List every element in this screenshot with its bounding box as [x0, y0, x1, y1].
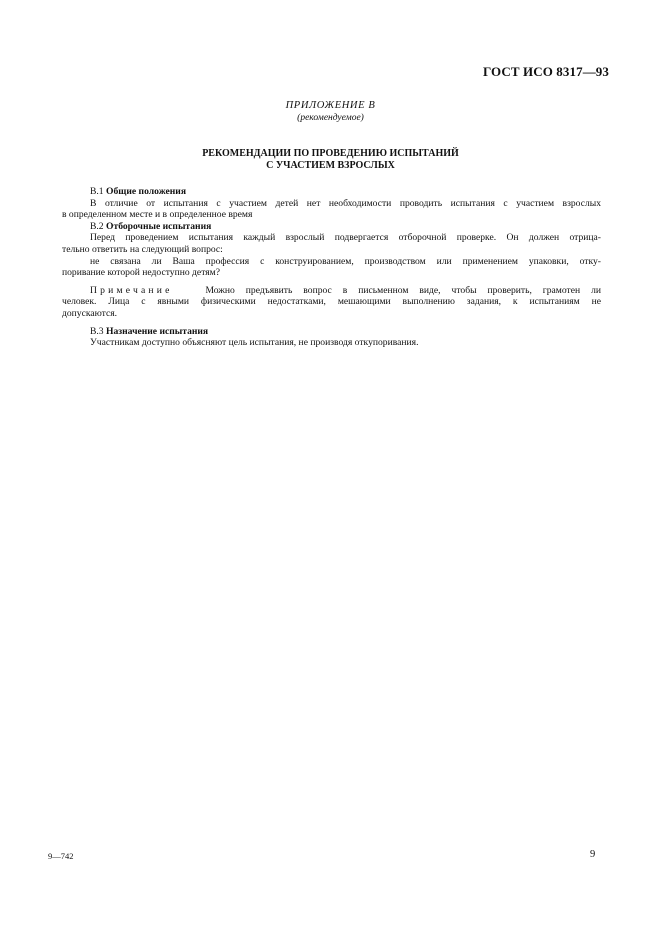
paragraph-line: тельно ответить на следующий вопрос: — [62, 243, 223, 255]
section-heading-b2 — [62, 221, 601, 233]
note-line — [62, 285, 601, 297]
note-line: человек. Лица с явными физическими недостатками, мешающими выполнению задания, к испытаниям не — [62, 296, 601, 308]
print-code: 9—742 — [48, 851, 74, 861]
document-body — [62, 186, 601, 349]
section-title: Назначение испытания — [106, 325, 209, 337]
paragraph-line: в определенном месте и в определенное время — [62, 209, 253, 221]
main-title — [0, 148, 661, 171]
section-heading-b3 — [62, 326, 601, 338]
paragraph-line: Участникам доступно объясняют цель испытания, не производя откупоривания. — [90, 337, 419, 349]
appendix-subtitle: (рекомендуемое) — [297, 113, 364, 123]
note-label: Примечание — [90, 284, 173, 296]
section-title: Общие положения — [106, 186, 187, 197]
section-title: Отборочные испытания — [106, 220, 212, 232]
section-heading-b1 — [62, 186, 601, 198]
section-number: В.1 — [90, 186, 104, 197]
main-title-line-1: РЕКОМЕНДАЦИИ ПО ПРОВЕДЕНИЮ ИСПЫТАНИЙ — [202, 148, 459, 159]
page-number: 9 — [590, 849, 596, 860]
paragraph-line: не связана ли Ваша профессия с конструированием, производством или применением упаковки, отку- — [90, 255, 601, 267]
paragraph-line: поривание которой недоступно детям? — [62, 267, 220, 279]
document-code: ГОСТ ИСО 8317—93 — [483, 64, 609, 79]
note-text: Можно предъявить вопрос в письменном виде, чтобы проверить, грамотен ли — [205, 284, 601, 296]
section-number: В.3 — [90, 325, 104, 337]
note-line: допускаются. — [62, 307, 118, 319]
main-title-line-2: С УЧАСТИЕМ ВЗРОСЛЫХ — [266, 159, 395, 171]
appendix-title: ПРИЛОЖЕНИЕ В — [285, 100, 376, 111]
section-number: В.2 — [90, 220, 104, 232]
paragraph-line: Перед проведением испытания каждый взрослый подвергается отборочной проверке. Он должен отрица- — [90, 232, 601, 244]
paragraph-line: В отличие от испытания с участием детей нет необходимости проводить испытания с участием взрослых — [90, 197, 601, 209]
